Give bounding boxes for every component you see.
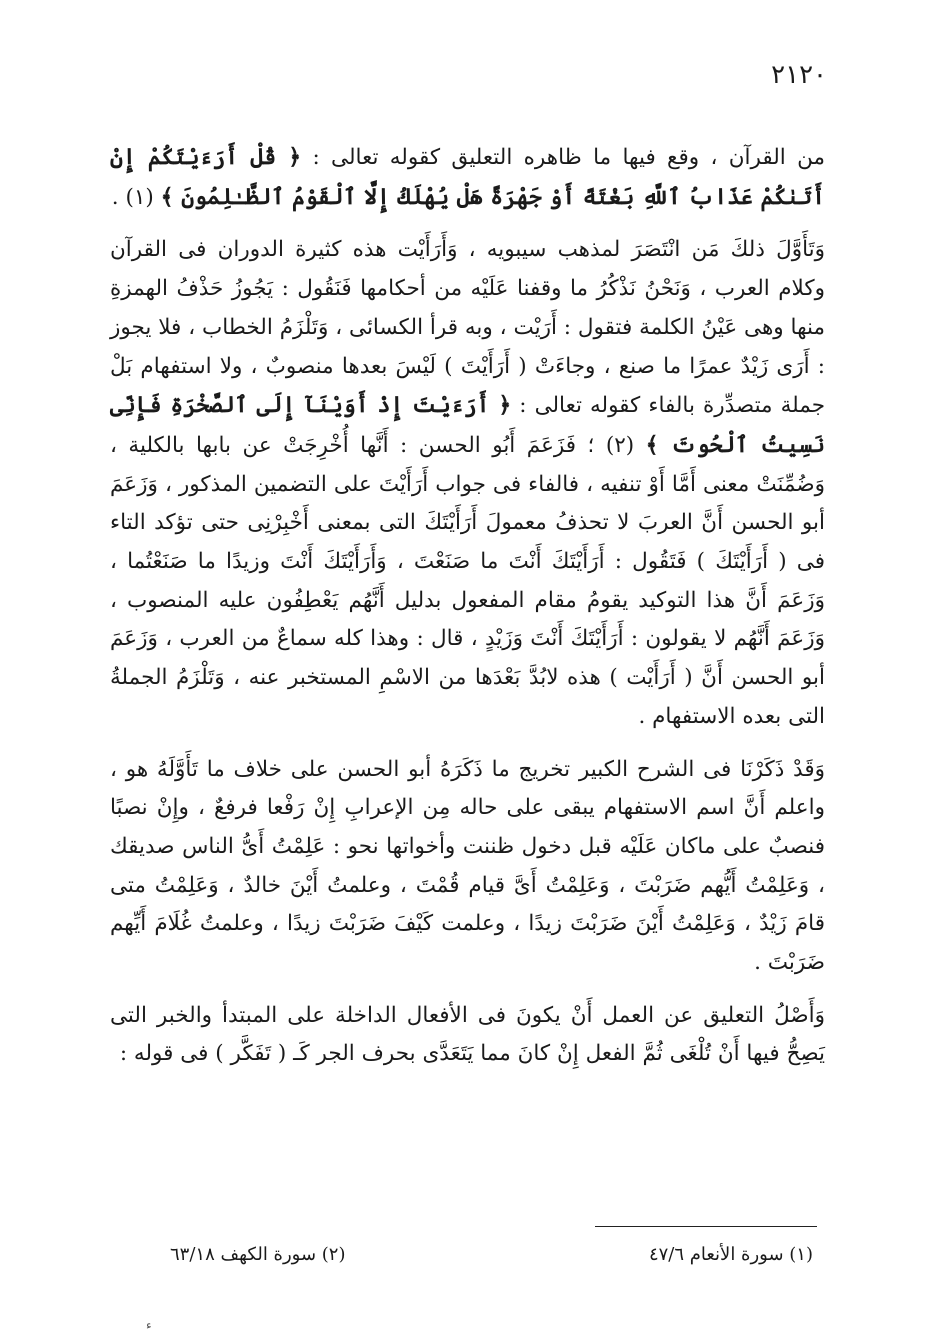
paragraph-2-tail: (٢) ؛ فَزَعَمَ أَبُو الحسن : أَنَّها أُخْرِجَتْ عن بابها بالكلية ، وَضُمِّنَتْ معنى أَمَّا أَوْ تنفيه ، فالفاء فى جواب أَرَأَيْتَ على التضمين المذكور ، وَزَعَمَ أبو الحسن أَنَّ العربَ لا تحذفُ معمولَ أَرَأَيْتَكَ التى بمعنى أَخْبِرْنِى حتى تؤكد التاء فى ( أَرَأَيْتَكَ ) فَتَقُول : أَرَأَيْتَكَ أَنْتَ ما صَنَعْتَ ، وَأَرَأَيْتَكَ أَنْتَ وزيدًا ما صَنَعْتُما ، وَزَعَمَ أَنَّ هذا التوكيد يقومُ مقام المفعول بدليل أَنَّهُم يَعْطِفُون عليه المنصوب ، وَزَعَمَ أَنَّهُم لا يقولون : أَرَأَيْتَكَ أَنْتَ وَزَيْدٍ ، قال : وهذا كله سماعٌ من العرب ، وَزَعَمَ أبو الحسن أَنَّ ( أَرَأَيْت ) هذه لابُدَّ بَعْدَها من الاسْمِ المستخبر عنه ، وَتَلْزَمُ الجملةُ التى بعده الاستفهام .: [110, 432, 825, 729]
footnote-1: (١) سورة الأنعام ٤٧/٦: [648, 1244, 813, 1265]
footnote-divider: [595, 1226, 817, 1227]
footnote-2: (٢) سورة الكهف ٦٣/١٨: [170, 1244, 346, 1265]
paragraph-4-text: وَأَصْلُ التعليق عن العمل أَنْ يكونَ فى الأفعال الداخلة على المبتدأ والخبر التى يَصِحُّ فيها أَنْ تُلْغَى ثُمَّ الفعل إِنْ كانَ مما يَتَعَدَّى بحرف الجر كَـ ( تَفَكَّر ) فى قوله :: [110, 1002, 825, 1067]
page-number: ٢١٢٠: [771, 60, 827, 90]
paragraph-4: [110, 997, 825, 1074]
paragraph-1: [110, 138, 825, 217]
quran-verse-2: ﴿ أَرَءَيْتَ إِذْ أَوَيْنَآ إِلَى ٱلصَّخْرَةِ فَإِنِّى نَسِيتُ ٱلْحُوتَ ﴾: [110, 392, 825, 458]
paragraph-3: [110, 751, 825, 983]
stray-mark: ء: [146, 1318, 152, 1332]
footnotes: [170, 1244, 813, 1265]
paragraph-1-text: من القرآن ، وقع فيها ما ظاهره التعليق كقوله تعالى :: [301, 145, 825, 170]
paragraph-2: [110, 231, 825, 736]
paragraph-3-text: وَقَدْ ذَكَرْنَا فى الشرح الكبير تخريج ما ذَكَرَهُ أبو الحسن على خلاف ما تَأَوَّلَهُ هو ، واعلم أَنَّ اسم الاستفهام يبقى على حاله مِن الإعرابِ إِنْ رَفْعا فرفعٌ ، وإِنْ نصبًا فنصبٌ على ماكان عَلَيْه قبل دخول ظننت وأخواتها نحو : عَلِمْتُ أَىُّ الناس صديقك ، وَعَلِمْتُ أَيُّهم ضَرَبْتَ ، وَعَلِمْتُ أَىَّ قيام قُمْتَ ، وعلمتُ أَيْنَ خالدٌ ، وَعَلِمْتُ متى قامَ زَيْدٌ ، وَعَلِمْتُ أَيْنَ ضَرَبْتَ زيدًا ، وعلمت كَيْفَ ضَرَبْتَ زيدًا ، وعلمتُ غُلَامَ أَيِّهم ضَرَبْتَ .: [110, 756, 825, 976]
quran-verse-1: ﴿ قُلْ أَرَءَيْتَكُمْ إِنْ أَتَىٰكُمْ عَذَابُ ٱللَّهِ بَغْتَةً أَوْ جَهْرَةً هَلْ يُهْلَكُ إِلَّا ٱلْقَوْمُ ٱلظَّـٰلِمُونَ ﴾: [110, 144, 825, 210]
paragraph-2-text: وَتَأَوَّلَ ذلكَ مَن انْتَصَرَ لمذهب سيبويه ، وَأَرَأَيْت هذه كثيرة الدوران فى القرآن وكلام العرب ، وَنَحْنُ نَذْكُرُ ما وقفنا عَلَيْه من أحكامها فَنَقُول : يَجُوزُ حَذْفُ الهمزةِ منها وهى عَيْنُ الكلمة فتقول : أَرَيْت ، وبه قرأ الكسائى ، وَتَلْزَمُ الخطاب ، فلا يجوز : أَرَى زَيْدٌ عمرًا ما صنع ، وجاءَتْ ( أَرَأَيْتَ ) لَيْسَ بعدها منصوبٌ ، ولا استفهام بَلْ جملة متصدِّرة بالفاء كقوله تعالى :: [110, 237, 825, 419]
paragraph-1-tail: (١) .: [111, 184, 161, 210]
body-text: [110, 138, 825, 1074]
